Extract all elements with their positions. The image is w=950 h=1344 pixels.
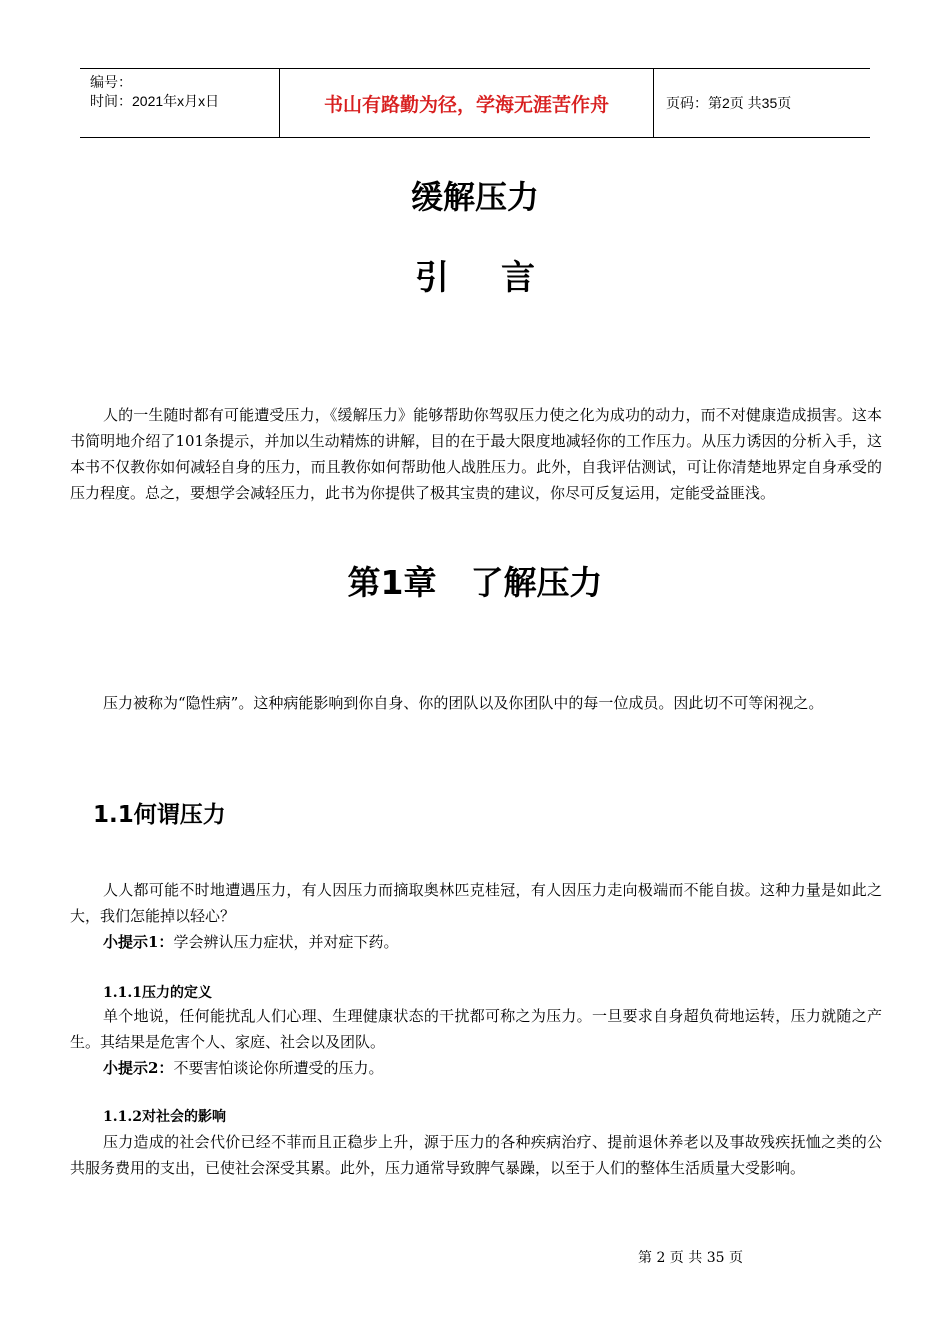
tip-1 bbox=[103, 929, 398, 955]
number-label: 编号： bbox=[90, 74, 132, 90]
chapter-number: 第1章 bbox=[347, 563, 437, 602]
tip-2 bbox=[103, 1055, 383, 1081]
section-1-1-paragraph: 人人都可能不时地遭遇压力，有人因压力而摘取奥林匹克桂冠，有人因压力走向极端而不能自拔。这种力量是如此之大，我们怎能掉以轻心？ bbox=[70, 881, 882, 925]
section-1-1-2-heading: 1.1.2对社会的影响 bbox=[103, 1109, 226, 1125]
intro-title: 引言 bbox=[415, 258, 587, 298]
tip-1-text: 学会辨认压力症状，并对症下药。 bbox=[173, 933, 399, 951]
page-footer: 第 2 页 共 35 页 bbox=[638, 1250, 743, 1266]
intro-paragraph: 人的一生随时都有可能遭受压力，《缓解压力》能够帮助你驾驭压力使之化为成功的动力，而不对健康造成损害。这本书简明地介绍了101条提示，并加以生动精炼的讲解，目的在于最大限度地减轻你的工作压力。从压力诱因的分析入手，这本书不仅教你如何减轻自身的压力，而且教你如何帮助他人战胜压力。此外，自我评估测试，可让你清楚地界定自身承受的压力程度。总之，要想学会减轻压力，此书为你提供了极其宝贵的建议，你尽可反复运用，定能受益匪浅。 bbox=[70, 406, 882, 502]
tip-2-label: 小提示2： bbox=[103, 1059, 174, 1077]
header-motto: 书山有路勤为径，学海无涯苦作舟 bbox=[280, 69, 654, 137]
tip-1-label: 小提示1： bbox=[103, 933, 174, 951]
header-page-info: 页码：第2页 共35页 bbox=[666, 95, 792, 111]
page-header bbox=[80, 68, 870, 138]
section-1-1-heading: 1.1何谓压力 bbox=[93, 802, 226, 828]
chapter-intro-paragraph: 压力被称为“隐性病”。这种病能影响到你自身、你的团队以及你团队中的每一位成员。因此切不可等闲视之。 bbox=[103, 694, 824, 712]
date-label: 时间：2021年x月x日 bbox=[90, 93, 220, 109]
chapter-title: 了解压力 bbox=[470, 563, 603, 602]
document-title: 缓解压力 bbox=[410, 178, 539, 216]
header-meta bbox=[80, 69, 280, 137]
chapter-heading bbox=[0, 557, 950, 604]
section-1-1-1-paragraph: 单个地说，任何能扰乱人们心理、生理健康状态的干扰都可称之为压力。一旦要求自身超负荷地运转，压力就随之产生。其结果是危害个人、家庭、社会以及团队。 bbox=[70, 1007, 882, 1051]
tip-2-text: 不要害怕谈论你所遭受的压力。 bbox=[173, 1059, 384, 1077]
section-1-1-1-heading: 1.1.1压力的定义 bbox=[103, 985, 212, 1001]
section-1-1-2-paragraph: 压力造成的社会代价已经不菲而且正稳步上升，源于压力的各种疾病治疗、提前退休养老以及事故残疾抚恤之类的公共服务费用的支出，已使社会深受其累。此外，压力通常导致脾气暴躁，以至于人们的整体生活质量大受影响。 bbox=[70, 1133, 882, 1177]
